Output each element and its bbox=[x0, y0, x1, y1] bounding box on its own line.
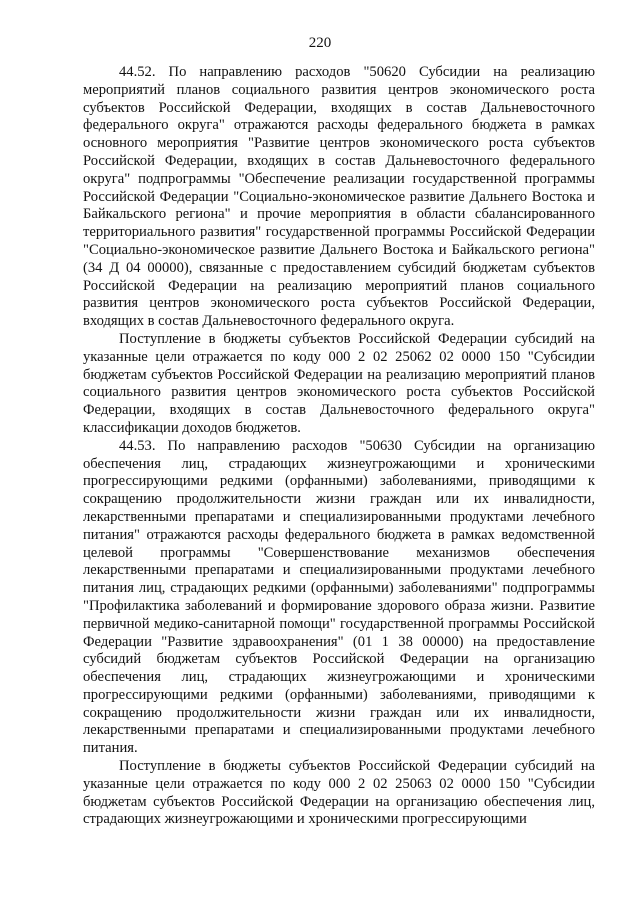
paragraph-44-53: 44.53. По направлению расходов "50630 Субсидии на организацию обеспечения лиц, страдающих жизнеугрожающими и хроническими прогрессирующими редкими (орфанными) заболеваниями, приводящими к сокращению продолжительности жизни граждан или их инвалидности, лекарственными препаратами и специализированными продуктами лечебного питания" отражаются расходы федерального бюджета в рамках ведомственной целевой программы "Совершенствование механизмов обеспечения лекарственными препаратами и специализированными продуктами лечебного питания лиц, страдающих редкими (орфанными) заболеваниями" подпрограммы "Профилактика заболеваний и формирование здорового образа жизни. Развитие первичной медико-санитарной помощи" государственной программы Российской Федерации "Развитие здравоохранения" (01 1 38 00000) на предоставление субсидий бюджетам субъектов Российской Федерации на организацию обеспечения лиц, страдающих жизнеугрожающими и хроническими прогрессирующими редкими (орфанными) заболеваниями, приводящими к сокращению продолжительности жизни граждан или их инвалидности, лекарственными препаратами и специализированными продуктами лечебного питания. bbox=[83, 437, 595, 757]
page-number: 220 bbox=[308, 35, 332, 51]
paragraph-income-25063: Поступление в бюджеты субъектов Российской Федерации субсидий на указанные цели отражается по коду 000 2 02 25063 02 0000 150 "Субсидии бюджетам субъектов Российской Федерации на организацию обеспечения лиц, страдающих жизнеугрожающими и хроническими прогрессирующими bbox=[83, 758, 595, 828]
document-body bbox=[83, 64, 595, 829]
paragraph-44-52: 44.52. По направлению расходов "50620 Субсидии на реализацию мероприятий планов социального развития центров экономического роста субъектов Российской Федерации, входящих в состав Дальневосточного федерального округа" отражаются расходы федерального бюджета в рамках основного мероприятия "Развитие центров экономического роста субъектов Российской Федерации, входящих в состав Дальневосточного федерального округа" подпрограммы "Обеспечение реализации государственной программы Российской Федерации "Социально-экономическое развитие Дальнего Востока и Байкальского региона" и прочие мероприятия в области сбалансированного территориального развития" государственной программы Российской Федерации "Социально-экономическое развитие Дальнего Востока и Байкальского региона" (34 Д 04 00000), связанные с предоставлением субсидий бюджетам субъектов Российской Федерации на реализацию мероприятий планов социального развития центров экономического роста субъектов Российской Федерации, входящих в состав Дальневосточного федерального округа. bbox=[83, 64, 595, 330]
paragraph-income-25062: Поступление в бюджеты субъектов Российской Федерации субсидий на указанные цели отражается по коду 000 2 02 25062 02 0000 150 "Субсидии бюджетам субъектов Российской Федерации на реализацию мероприятий планов социального развития центров экономического роста субъектов Российской Федерации, входящих в состав Дальневосточного федерального округа" классификации доходов бюджетов. bbox=[83, 330, 595, 436]
